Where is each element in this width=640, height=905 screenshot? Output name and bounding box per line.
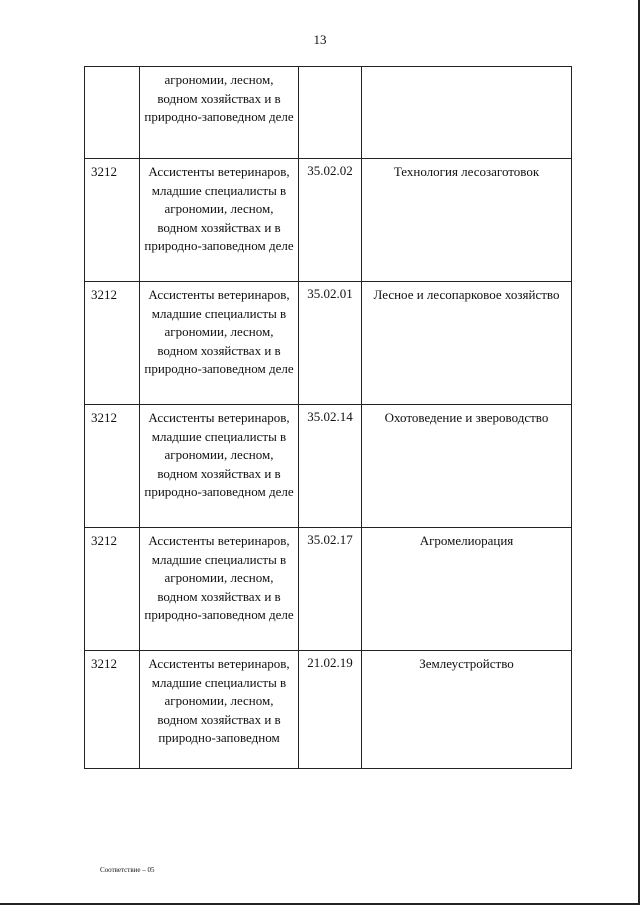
occupation-cell: Ассистенты ветеринаров, младшие специалисты в агрономии, лесном, водном хозяйствах и в природно-заповедном [140, 651, 299, 769]
specialty-code-cell: 35.02.14 [299, 405, 362, 528]
specialty-name-cell: Землеустройство [362, 651, 572, 769]
table-row [85, 282, 572, 405]
specialty-code-cell: 21.02.19 [299, 651, 362, 769]
occupation-cell: Ассистенты ветеринаров, младшие специалисты в агрономии, лесном, водном хозяйствах и в природно-заповедном деле [140, 405, 299, 528]
table-row [85, 528, 572, 651]
classification-table [84, 66, 572, 769]
specialty-code-cell [299, 67, 362, 159]
specialty-name-cell [362, 67, 572, 159]
specialty-name-cell: Охотоведение и звероводство [362, 405, 572, 528]
occupation-cell: Ассистенты ветеринаров, младшие специалисты в агрономии, лесном, водном хозяйствах и в природно-заповедном деле [140, 528, 299, 651]
occupation-cell: Ассистенты ветеринаров, младшие специалисты в агрономии, лесном, водном хозяйствах и в природно-заповедном деле [140, 159, 299, 282]
table-row [85, 405, 572, 528]
code-cell: 3212 [85, 528, 140, 651]
footer-note: Соответствие – 05 [100, 866, 155, 874]
code-cell: 3212 [85, 159, 140, 282]
table-row [85, 67, 572, 159]
specialty-name-cell: Технология лесозаготовок [362, 159, 572, 282]
specialty-code-cell: 35.02.17 [299, 528, 362, 651]
occupation-cell: агрономии, лесном, водном хозяйствах и в природно-заповедном деле [140, 67, 299, 159]
occupation-cell: Ассистенты ветеринаров, младшие специалисты в агрономии, лесном, водном хозяйствах и в природно-заповедном деле [140, 282, 299, 405]
table-row [85, 651, 572, 769]
specialty-code-cell: 35.02.01 [299, 282, 362, 405]
specialty-name-cell: Агромелиорация [362, 528, 572, 651]
code-cell: 3212 [85, 405, 140, 528]
specialty-name-cell: Лесное и лесопарковое хозяйство [362, 282, 572, 405]
specialty-code-cell: 35.02.02 [299, 159, 362, 282]
page-number: 13 [313, 32, 327, 47]
code-cell: 3212 [85, 651, 140, 769]
code-cell [85, 67, 140, 159]
table-row [85, 159, 572, 282]
code-cell: 3212 [85, 282, 140, 405]
